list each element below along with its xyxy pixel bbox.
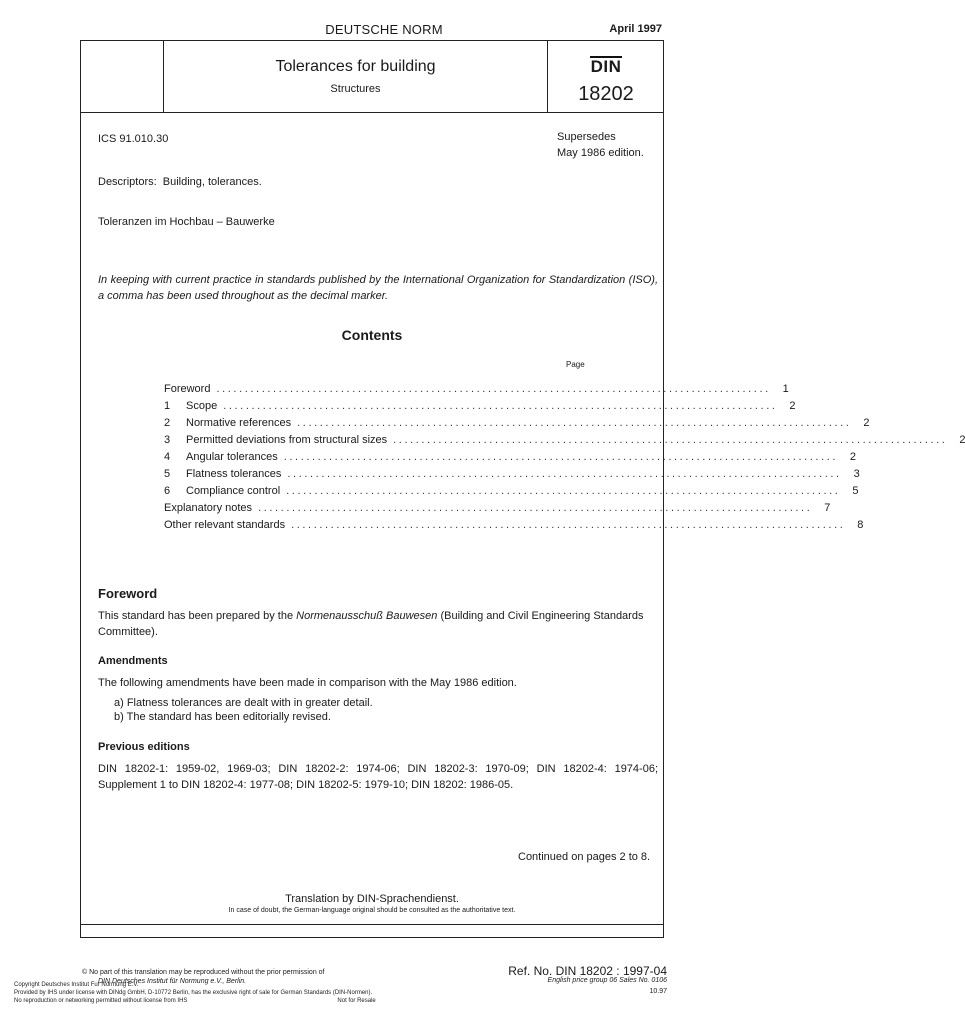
toc-item[interactable]: 2 Normative references .................................................................................................. 2 — [164, 417, 870, 429]
toc-item[interactable]: 3 Permitted deviations from structural sizes .................................................................................................. 2 — [164, 434, 965, 446]
german-title: Toleranzen im Hochbau – Bauwerke — [98, 216, 275, 228]
supersedes-label: Supersedes — [557, 131, 616, 143]
amendments-intro: The following amendments have been made in comparison with the May 1986 edition. — [98, 677, 517, 689]
toc-item[interactable]: 6 Compliance control .................................................................................................. 5 — [164, 485, 859, 497]
din-logo — [548, 56, 664, 77]
committee-name: Normenausschuß Bauwesen — [296, 610, 438, 622]
previous-editions-heading: Previous editions — [98, 741, 190, 753]
previous-editions-text: DIN 18202-1: 1959-02, 1969-03; DIN 18202-2: 1974-06; DIN 18202-3: 1970-09; DIN 18202-4: 1974-06; Supplement 1 to DIN 18202-4: 1977-08; DIN 18202-5: 1979-10; DIN 18202: 1986-05. — [98, 763, 658, 791]
decimal-marker-notice: In keeping with current practice in standards published by the International Organization for Standardization (ISO), a comma has been used throughout as the decimal marker. — [98, 274, 658, 302]
din-logo-text: DIN — [590, 57, 622, 76]
toc-item[interactable]: Other relevant standards .................................................................................................. 8 — [164, 519, 864, 531]
document-subtitle: Structures — [330, 83, 381, 95]
toc-item[interactable]: Foreword .................................................................................................. 1 — [164, 383, 789, 395]
divider — [80, 924, 664, 925]
foreword-heading: Foreword — [98, 586, 158, 601]
ics-code: ICS 91.010.30 — [98, 133, 169, 145]
toc-item[interactable]: 5 Flatness tolerances .................................................................................................. 3 — [164, 468, 860, 480]
descriptors-label: Descriptors: — [98, 176, 157, 188]
continued-note: Continued on pages 2 to 8. — [518, 851, 651, 863]
issue-code: 10.97 — [649, 988, 667, 995]
supersedes-edition: May 1986 edition. — [557, 147, 644, 159]
contents-heading: Contents — [341, 327, 403, 343]
standard-number: 18202 — [578, 83, 634, 105]
divider — [163, 40, 164, 113]
standard-type: DEUTSCHE NORM — [325, 22, 443, 37]
foreword-text: This standard has been prepared by the Normenausschuß Bauwesen (Building and Civil Engineering Standards Committee). — [98, 610, 644, 638]
license-notice: Copyright Deutsches Institut Fur Normung E.V. Provided by IHS under license with DINdg GmbH, D-10772 Berlin, has the exclusive right of sale for German Standards (DIN-Normen). No reproduction or networking permitted without license from IHS Not for Resale — [14, 982, 376, 1004]
amendment-item: a) Flatness tolerances are dealt with in greater detail. — [114, 697, 373, 709]
translation-credit: Translation by DIN-Sprachendienst. — [285, 893, 459, 905]
price-group: English price group 06 Sales No. 0106 — [547, 977, 667, 984]
table-of-contents — [164, 383, 965, 536]
amendments-heading: Amendments — [98, 655, 168, 667]
document-title: Tolerances for building — [275, 58, 436, 75]
toc-item[interactable]: Explanatory notes .................................................................................................. 7 — [164, 502, 831, 514]
toc-item[interactable]: 4 Angular tolerances .................................................................................................. 2 — [164, 451, 857, 463]
descriptors — [98, 176, 262, 188]
page-column-label: Page — [566, 360, 585, 369]
copyright-notice: © No part of this translation may be reproduced without the prior permission of DIN Deutsches Institut für Normung e.V., Berlin. — [82, 969, 325, 985]
publication-date: April 1997 — [609, 23, 662, 35]
toc-item[interactable]: 1 Scope .................................................................................................. 2 — [164, 400, 796, 412]
descriptors-value: Building, tolerances. — [162, 176, 262, 188]
authoritative-text-note: In case of doubt, the German-language original should be consulted as the authoritative text. — [228, 907, 516, 914]
reference-number: Ref. No. DIN 18202 : 1997-04 — [508, 964, 667, 978]
amendment-item: b) The standard has been editorially revised. — [114, 711, 331, 723]
